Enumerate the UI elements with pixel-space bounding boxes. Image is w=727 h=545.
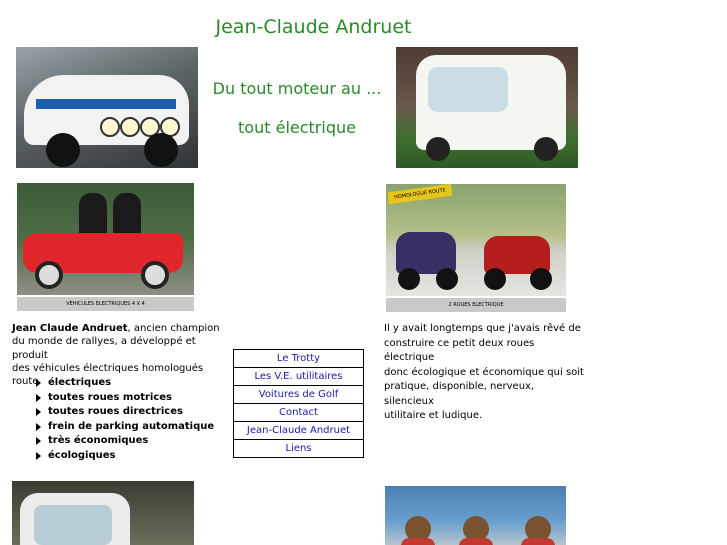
bullet-arrow-icon xyxy=(36,437,41,445)
bullet-arrow-icon xyxy=(36,452,41,460)
bullet-arrow-icon xyxy=(36,379,41,387)
nav-link-contact[interactable]: Contact xyxy=(234,404,363,422)
slogan-line-1: Du tout moteur au ... xyxy=(212,79,382,98)
intro-line-1: , ancien champion xyxy=(127,323,220,334)
nav-link-liens[interactable]: Liens xyxy=(285,443,312,454)
story-line: donc écologique et économique qui soit xyxy=(384,366,584,378)
story-line: pratique, disponible, nerveux, silencieux xyxy=(384,381,535,407)
trotty-story-paragraph xyxy=(384,322,584,424)
bullet-arrow-icon xyxy=(36,423,41,431)
intro-line-3: des véhicules électriques homologués route xyxy=(12,362,204,388)
electric-car-photo xyxy=(396,47,578,168)
nav-link-ve-utilitaires[interactable]: Les V.E. utilitaires xyxy=(234,368,363,386)
feature-item: toutes roues motrices xyxy=(36,391,214,406)
intro-line-2: du monde de rallyes, a développé et produit xyxy=(12,336,196,361)
nav-link-voitures-de-golf[interactable]: Voitures de Golf xyxy=(234,386,363,404)
rally-car-photo xyxy=(16,47,198,168)
slogan-line-2: tout électrique xyxy=(238,118,356,137)
main-nav xyxy=(233,349,364,458)
feature-item: frein de parking automatique xyxy=(36,420,214,435)
bullet-arrow-icon xyxy=(36,408,41,416)
electric-4x4-cart-photo xyxy=(17,183,194,311)
bullet-arrow-icon xyxy=(36,394,41,402)
nav-link-jean-claude-andruet[interactable]: Jean-Claude Andruet xyxy=(234,422,363,440)
feature-item: électriques xyxy=(36,376,214,391)
site-title: Jean-Claude Andruet xyxy=(215,16,412,38)
story-line: construire ce petit deux roues électrique xyxy=(384,337,535,363)
homologue-route-badge: HOMOLOGUE ROUTE xyxy=(387,184,452,204)
trotty-scooter-photo xyxy=(386,184,566,312)
story-line: utilitaire et ludique. xyxy=(384,410,483,421)
cart-photo-caption: VEHICULES ELECTRIQUES 4 X 4 xyxy=(17,297,194,311)
feature-item: écologiques xyxy=(36,449,214,464)
intro-name: Jean Claude Andruet xyxy=(12,323,128,334)
feature-list xyxy=(36,376,214,464)
utility-vehicle-photo xyxy=(12,481,194,545)
story-line: Il y avait longtemps que j'avais rêvé de xyxy=(384,323,581,334)
feature-item: toutes roues directrices xyxy=(36,405,214,420)
nav-link-le-trotty[interactable]: Le Trotty xyxy=(234,350,363,368)
trotty-photo-caption: 2 ROUES ELECTRIQUE xyxy=(386,298,566,312)
group-photo xyxy=(385,486,566,545)
feature-item: très économiques xyxy=(36,434,214,449)
